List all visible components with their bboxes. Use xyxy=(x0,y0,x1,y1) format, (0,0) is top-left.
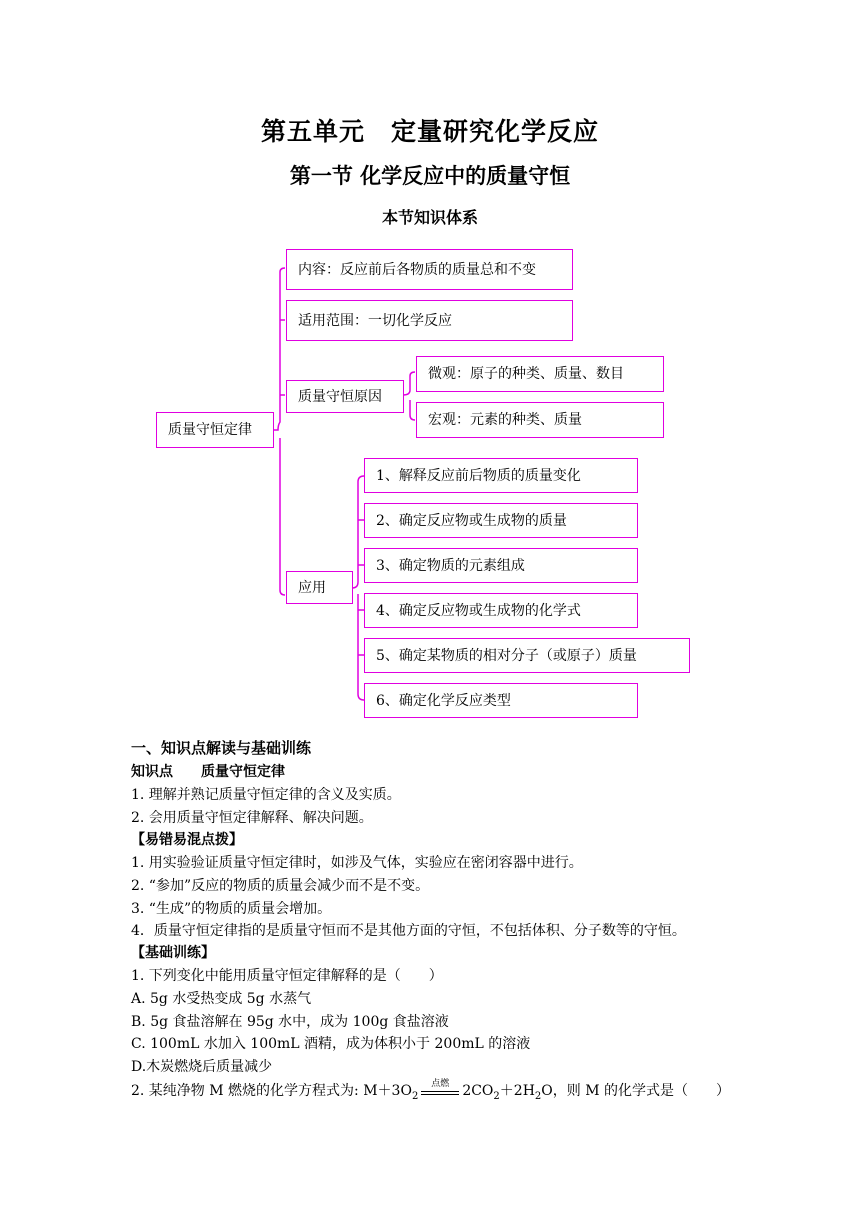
q2-suffix: O，则 M 的化学式是（ ） xyxy=(541,1083,731,1099)
tip-item: 4．质量守恒定律指的是质量守恒而不是其他方面的守恒，不包括体积、分子数等的守恒。 xyxy=(131,923,686,939)
practice-heading: 【基础训练】 xyxy=(131,945,215,961)
scope-node: 适用范围：一切化学反应 xyxy=(286,300,573,341)
section-title: 第一节 化学反应中的质量守恒 xyxy=(289,164,571,188)
content-node: 内容：反应前后各物质的质量总和不变 xyxy=(286,249,573,290)
application-item: 2、确定反应物或生成物的质量 xyxy=(364,503,638,538)
application-item: 4、确定反应物或生成物的化学式 xyxy=(364,593,638,628)
reaction-condition: 点燃 xyxy=(431,1079,450,1089)
question-1-option-d: D.木炭燃烧后质量减少 xyxy=(131,1059,273,1075)
tips-heading: 【易错易混点拨】 xyxy=(131,832,243,848)
reason-node: 质量守恒原因 xyxy=(286,380,404,413)
application-node: 应用 xyxy=(286,571,353,604)
question-1-stem: 1. 下列变化中能用质量守恒定律解释的是（ ） xyxy=(131,968,443,984)
q2-sub-o2: 2 xyxy=(411,1090,419,1102)
tip-item: 2. “参加”反应的物质的质量会减少而不是不变。 xyxy=(131,878,430,894)
application-item: 6、确定化学反应类型 xyxy=(364,683,638,718)
knowledge-system-title: 本节知识体系 xyxy=(381,208,478,227)
knowledge-point-label: 知识点 质量守恒定律 xyxy=(131,764,285,780)
q2-prefix: 2. 某纯净物 M 燃烧的化学方程式为: M＋3O xyxy=(131,1083,412,1099)
q2-h2o: ＋2H xyxy=(499,1083,535,1099)
micro-node: 微观：原子的种类、质量、数目 xyxy=(416,356,664,392)
question-1-option-a: A. 5g 水受热变成 5g 水蒸气 xyxy=(131,991,312,1007)
question-2-stem xyxy=(131,1080,730,1102)
question-1-option-b: B. 5g 食盐溶解在 95g 水中，成为 100g 食盐溶液 xyxy=(131,1014,449,1030)
q2-sub-co2: 2 xyxy=(493,1090,500,1102)
root-node: 质量守恒定律 xyxy=(156,412,274,448)
application-item: 3、确定物质的元素组成 xyxy=(364,548,638,583)
application-item: 1、解释反应前后物质的质量变化 xyxy=(364,458,638,493)
part1-heading: 一、知识点解读与基础训练 xyxy=(131,739,312,757)
question-1-option-c: C. 100mL 水加入 100mL 酒精，成为体积小于 200mL 的溶液 xyxy=(131,1036,531,1052)
goal-item: 1. 理解并熟记质量守恒定律的含义及实质。 xyxy=(131,787,401,803)
application-item: 5、确定某物质的相对分子（或原子）质量 xyxy=(364,638,690,673)
tip-item: 3. “生成”的物质的质量会增加。 xyxy=(131,901,332,917)
unit-title: 第五单元 定量研究化学反应 xyxy=(260,117,599,146)
q2-co2: 2CO xyxy=(462,1083,494,1099)
goal-item: 2. 会用质量守恒定律解释、解决问题。 xyxy=(131,810,373,826)
reaction-condition-sign xyxy=(419,1079,461,1099)
tip-item: 1. 用实验验证质量守恒定律时，如涉及气体，实验应在密闭容器中进行。 xyxy=(131,855,583,871)
macro-node: 宏观：元素的种类、质量 xyxy=(416,402,664,438)
q2-sub-h2o: 2 xyxy=(534,1090,542,1102)
